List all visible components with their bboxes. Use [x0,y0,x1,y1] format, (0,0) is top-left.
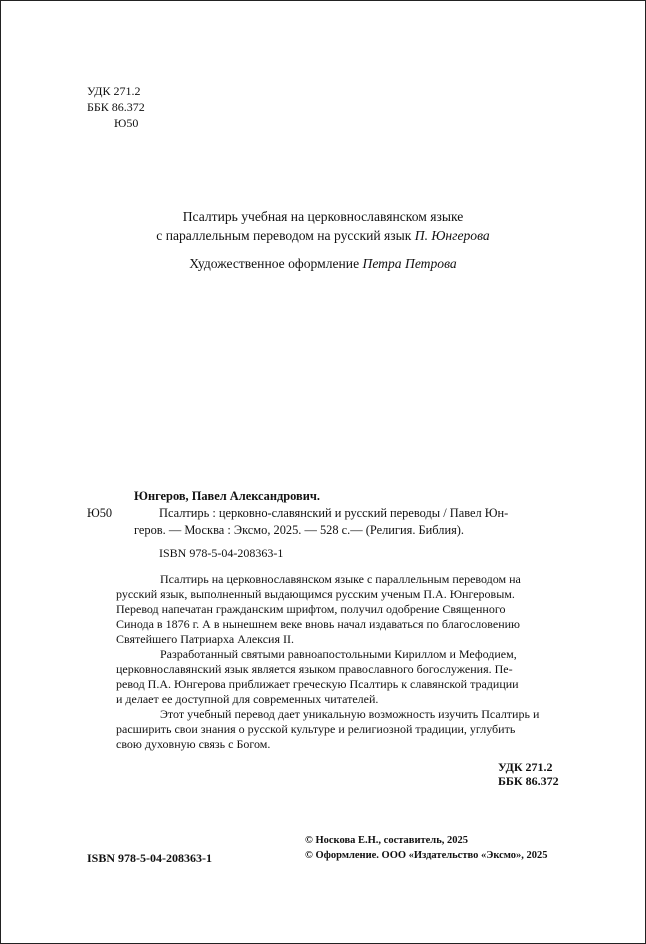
annotation-p2-line: Разработанный святыми равноапостольными Кириллом и Мефодием, [160,647,517,661]
copyright-compiler: © Носкова Е.Н., составитель, 2025 [305,835,469,846]
annotation-p3-line: свою духовную связь с Богом. [116,737,271,751]
annotation-p2-line: ревод П.А. Юнгерова приближает греческую Псалтирь к славянской традиции [116,677,519,691]
annotation-p3-line: расширить свои знания о русской культуре и религиозной традиции, углубить [116,722,516,736]
annotation [116,572,557,752]
author-mark-top: Ю50 [114,116,139,130]
footer-isbn: ISBN 978-5-04-208363-1 [87,851,212,865]
bbk-code-bottom: ББК 86.372 [498,774,559,788]
translator-name: П. Юнгерова [414,228,490,243]
udk-code-bottom: УДК 271.2 [498,760,553,774]
annotation-p1-line: Перевод напечатан гражданским шрифтом, получил одобрение Священного [116,602,506,616]
bbk-code-top: ББК 86.372 [87,100,145,114]
catalog-entry-line-1: Псалтирь : церковно-славянский и русский переводы / Павел Юн- [159,506,509,520]
annotation-p1-line: русский язык, выполненный выдающимся русским ученым П.А. Юнгеровым. [116,587,515,601]
title-line-2 [0,226,646,245]
annotation-p2-line: церковнославянский язык является языком православного богослужения. Пе- [116,662,513,676]
annotation-p1-line: Псалтирь на церковнославянском языке с параллельным переводом на [160,572,521,586]
catalog-author-heading: Юнгеров, Павел Александрович. [134,489,320,503]
title-line-2-prefix: с параллельным переводом на русский язык [156,228,412,243]
annotation-p2-line: и делает ее доступной для современных читателей. [116,692,379,706]
annotation-paragraph-2 [116,647,557,707]
artist-name: Петра Петрова [362,256,457,271]
catalog-entry-line-2: геров. — Москва : Эксмо, 2025. — 528 с.— (Религия. Библия). [134,523,465,537]
annotation-p1-line: Святейшего Патриарха Алексия II. [116,632,294,646]
annotation-paragraph-1 [116,572,557,647]
annotation-paragraph-3 [116,707,557,752]
title-line-1: Псалтирь учебная на церковнославянском языке [182,209,464,224]
udk-code-top: УДК 271.2 [87,84,141,98]
annotation-p1-line: Синода в 1876 г. А в нынешнем веке вновь начал издаваться по благословению [116,617,521,631]
annotation-p3-line: Этот учебный перевод дает уникальную возможность изучить Псалтирь и [160,707,540,721]
catalog-author-mark: Ю50 [87,506,113,520]
catalog-isbn: ISBN 978-5-04-208363-1 [159,546,284,560]
art-design-line [0,254,646,273]
art-design-prefix: Художественное оформление [189,256,360,271]
copyright-design: © Оформление. ООО «Издательство «Эксмо», 2025 [305,850,548,861]
